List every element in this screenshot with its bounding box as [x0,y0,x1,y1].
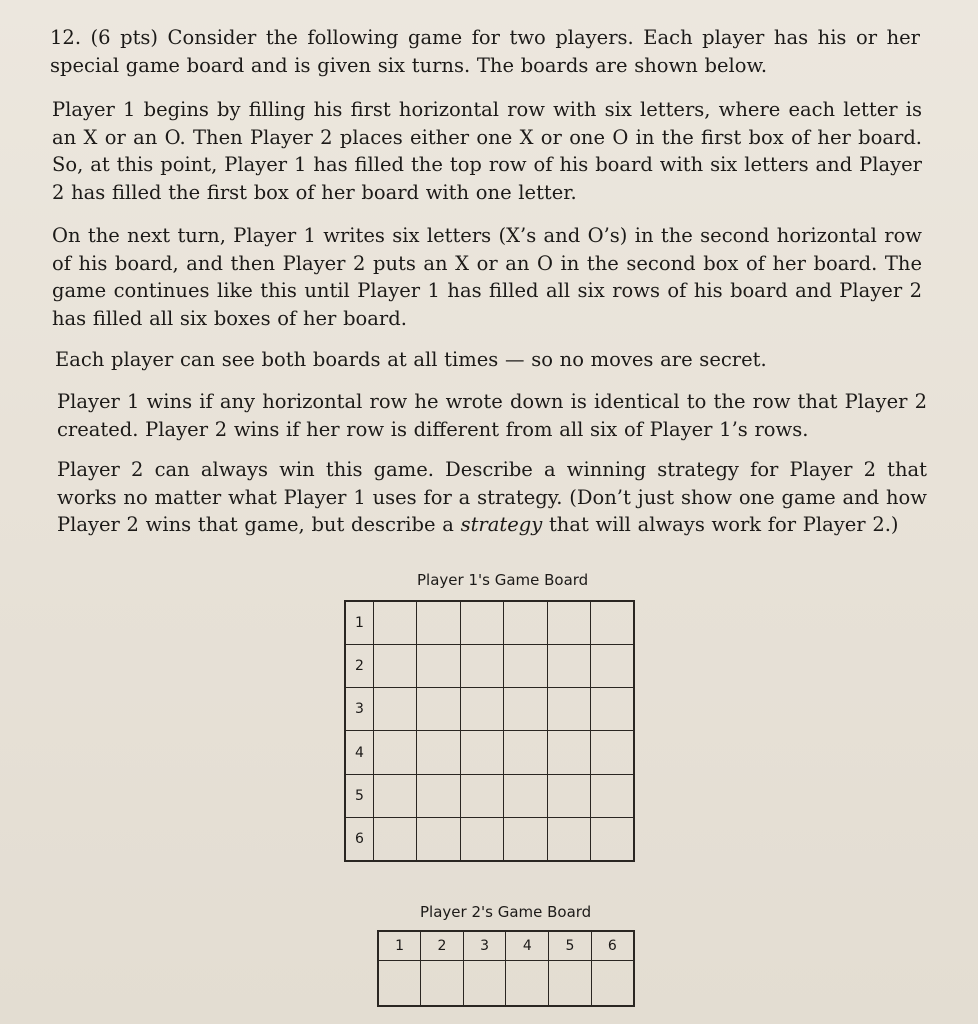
board1-cell[interactable] [374,774,417,817]
board1-cell[interactable] [460,731,503,774]
board1-cell[interactable] [504,688,547,731]
board1-cell[interactable] [374,817,417,861]
board1-cell[interactable] [417,774,460,817]
board2-col-label: 3 [463,931,506,961]
board1-cell[interactable] [417,688,460,731]
board1-row-label: 6 [345,817,374,861]
board1-cell[interactable] [547,817,590,861]
board1-cell[interactable] [591,645,634,688]
board1-cell[interactable] [460,817,503,861]
board1-cell[interactable] [417,731,460,774]
board1-row-label: 2 [345,645,374,688]
visibility-paragraph: Each player can see both boards at all times — so no moves are secret. [55,348,767,371]
rules-paragraph-2: On the next turn, Player 1 writes six letters (X’s and O’s) in the second horizontal row of his board, and then Player 2 puts an X or an O in the second box of her board. The game continues like this until Player 1 has filled all six rows of his board and Player 2 has filled all six boxes of her board. [52,224,922,330]
board1-cell[interactable] [547,774,590,817]
board2-box[interactable] [506,961,549,1007]
board2-box[interactable] [463,961,506,1007]
board1-row [345,645,634,688]
board1-cell[interactable] [504,645,547,688]
player1-game-board [344,600,635,862]
task-paragraph [57,456,927,539]
board1-cell[interactable] [460,601,503,645]
win-condition-paragraph: Player 1 wins if any horizontal row he wrote down is identical to the row that Player 2 created. Player 2 wins if her row is different from all six of Player 1’s rows. [57,390,927,441]
board2-box[interactable] [378,961,421,1007]
board1-row-label: 1 [345,601,374,645]
board1-cell[interactable] [547,731,590,774]
board2-col-label: 4 [506,931,549,961]
task-text-before: Player 2 can always win this game. Describe a winning strategy for Player 2 that works no matter what Player 1 uses for a strategy. (Don’t just show one game and how Player 2 wins that game, but describe a [57,458,927,536]
board1-cell[interactable] [374,601,417,645]
board1-cell[interactable] [417,817,460,861]
board2-col-label: 5 [549,931,592,961]
board2-box-row [378,961,634,1007]
player1-board-title: Player 1's Game Board [417,571,589,589]
player2-board-title: Player 2's Game Board [420,903,592,921]
board1-cell[interactable] [591,774,634,817]
board1-cell[interactable] [547,688,590,731]
rules-paragraph-1: Player 1 begins by filling his first horizontal row with six letters, where each letter is an X or an O. Then Player 2 places either one X or one O in the first box of her board. So, at this point, Player 1 has filled the top row of his board with six letters and Player 2 has filled the first box of her board with one letter. [52,98,922,204]
board2-label-row [378,931,634,961]
board1-row [345,688,634,731]
board2-col-label: 2 [421,931,464,961]
board1-cell[interactable] [417,645,460,688]
board1-row-label: 5 [345,774,374,817]
board1-row [345,817,634,861]
task-text-emphasis: strategy [460,513,543,536]
board1-row [345,601,634,645]
board1-cell[interactable] [547,645,590,688]
board2-box[interactable] [421,961,464,1007]
board1-row [345,731,634,774]
board1-cell[interactable] [591,817,634,861]
board1-cell[interactable] [460,688,503,731]
board1-cell[interactable] [374,731,417,774]
board1-cell[interactable] [504,601,547,645]
board1-cell[interactable] [460,774,503,817]
board1-cell[interactable] [547,601,590,645]
board2-col-label: 1 [378,931,421,961]
board1-cell[interactable] [504,817,547,861]
task-text-after: that will always work for Player 2.) [542,513,899,536]
board1-cell[interactable] [460,645,503,688]
board1-row-label: 3 [345,688,374,731]
board2-box[interactable] [591,961,634,1007]
problem-intro: 12. (6 pts) Consider the following game for two players. Each player has his or her special game board and is given six turns. The boards are shown below. [50,26,920,77]
board1-row-label: 4 [345,731,374,774]
board1-cell[interactable] [504,731,547,774]
board1-cell[interactable] [374,645,417,688]
board1-row [345,774,634,817]
board1-cell[interactable] [591,601,634,645]
board2-box[interactable] [549,961,592,1007]
board1-cell[interactable] [591,688,634,731]
board1-cell[interactable] [504,774,547,817]
board1-cell[interactable] [417,601,460,645]
board1-cell[interactable] [591,731,634,774]
player2-game-board [377,930,635,1007]
board1-cell[interactable] [374,688,417,731]
board2-col-label: 6 [591,931,634,961]
